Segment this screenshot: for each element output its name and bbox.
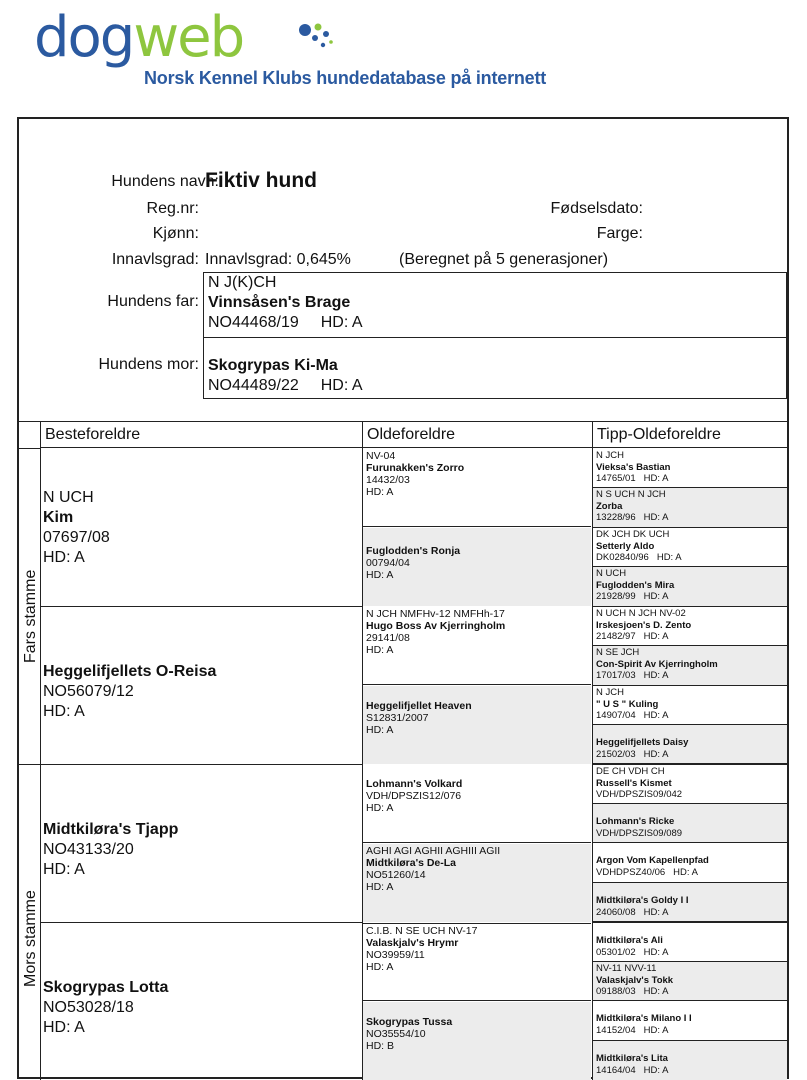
- father-name[interactable]: Vinnsåsen's Brage: [208, 294, 351, 311]
- mother-reg: NO44489/22 HD: A: [208, 377, 363, 394]
- great-grandparent-1[interactable]: NV-04 Furunakken's Zorro 14432/03 HD: A: [363, 449, 591, 527]
- logo-dog-text: dog: [34, 5, 134, 70]
- great-great-grandparent-4[interactable]: N UCH Fuglodden's Mira 21928/99 HD: A: [593, 567, 787, 607]
- great-great-grandparent-6[interactable]: N SE JCH Con-Spirit Av Kjerringholm 17017/03 HD: A: [593, 646, 787, 686]
- great-great-grandparent-10[interactable]: Lohmann's Ricke VDH/DPSZIS09/089: [593, 804, 787, 843]
- mors-stamme-label: Mors stamme: [22, 890, 39, 987]
- logo-subtitle: Norsk Kennel Klubs hundedatabase på internett: [144, 68, 547, 88]
- dogweb-logo[interactable]: [34, 6, 594, 86]
- grandparent-2[interactable]: Heggelifjellets O-Reisa NO56079/12 HD: A: [43, 663, 217, 720]
- sex-label: Kjønn:: [152, 225, 199, 242]
- birthdate-label: Fødselsdato:: [550, 200, 643, 217]
- great-great-grandparent-8[interactable]: Heggelifjellets Daisy 21502/03 HD: A: [593, 725, 787, 764]
- great-great-grandparent-12[interactable]: Midtkiløra's Goldy I I 24060/08 HD: A: [593, 883, 787, 922]
- great-great-grandparent-16[interactable]: Midtkiløra's Lita 14164/04 HD: A: [593, 1041, 787, 1080]
- great-great-grandparent-14[interactable]: NV-11 NVV-11 Valaskjalv's Tokk 09188/03 HD: A: [593, 962, 787, 1001]
- dog-name: Fiktiv hund: [205, 169, 317, 192]
- dog-name-label: Hundens navn:: [111, 173, 219, 190]
- great-grandparent-2[interactable]: Fuglodden's Ronja 00794/04 HD: A: [363, 528, 591, 606]
- gp-divider-1: [41, 606, 363, 607]
- father-reg: NO44468/19 HD: A: [208, 314, 363, 331]
- great-great-grandparent-5[interactable]: N UCH N JCH NV-02 Irskesjoen's D. Zento 21482/97 HD: A: [593, 607, 787, 646]
- col-header-great-grandparents: Oldeforeldre: [363, 422, 593, 448]
- great-great-grandparent-3[interactable]: DK JCH DK UCH Setterly Aldo DK02840/96 HD: A: [593, 528, 787, 567]
- pedigree-frame: [17, 117, 789, 1079]
- great-great-grandparent-15[interactable]: Midtkiløra's Milano I I 14152/04 HD: A: [593, 1001, 787, 1041]
- inbreeding-label: Innavlsgrad:: [111, 251, 199, 268]
- mother-box[interactable]: [203, 337, 787, 399]
- color-label: Farge:: [596, 225, 643, 242]
- logo-dots-icon: [296, 20, 336, 56]
- col-header-great-great-grandparents: Tipp-Oldeforeldre: [593, 422, 787, 448]
- grandparent-4[interactable]: Skogrypas Lotta NO53028/18 HD: A: [43, 979, 169, 1036]
- great-great-grandparent-9[interactable]: DE CH VDH CH Russell's Kismet VDH/DPSZIS09/042: [593, 764, 787, 804]
- col-header-grandparents: Besteforeldre: [41, 422, 363, 448]
- great-grandparent-3[interactable]: N JCH NMFHv-12 NMFHh-17 Hugo Boss Av Kjerringholm 29141/08 HD: A: [363, 607, 591, 685]
- great-great-grandparent-13[interactable]: Midtkiløra's Ali 05301/02 HD: A: [593, 922, 787, 962]
- great-great-grandparent-11[interactable]: Argon Vom Kapellenpfad VDHDPSZ40/06 HD: A: [593, 843, 787, 883]
- great-grandparent-5[interactable]: Lohmann's Volkard VDH/DPSZIS12/076 HD: A: [363, 765, 591, 843]
- father-box[interactable]: [203, 272, 787, 338]
- great-grandparent-7[interactable]: C.I.B. N SE UCH NV-17 Valaskjalv's Hrymr NO39959/11 HD: A: [363, 923, 591, 1001]
- great-grandparent-8[interactable]: Skogrypas Tussa NO35554/10 HD: B: [363, 1002, 591, 1080]
- father-label: Hundens far:: [107, 293, 199, 310]
- great-great-grandparent-1[interactable]: N JCH Vieksa's Bastian 14765/01 HD: A: [593, 449, 787, 488]
- grandparent-1[interactable]: N UCH Kim 07697/08 HD: A: [43, 489, 110, 566]
- inbreeding-note: (Beregnet på 5 generasjoner): [399, 251, 609, 268]
- grandparent-3[interactable]: Midtkiløra's Tjapp NO43133/20 HD: A: [43, 821, 179, 878]
- header-bottom-line: [19, 448, 41, 449]
- father-titles: N J(K)CH: [208, 274, 277, 291]
- mother-name[interactable]: Skogrypas Ki-Ma: [208, 357, 338, 374]
- regnr-label: Reg.nr:: [146, 200, 199, 217]
- inbreeding-value: Innavlsgrad: 0,645%: [205, 251, 351, 268]
- side-divider: [19, 764, 41, 765]
- fars-stamme-label: Fars stamme: [22, 569, 39, 663]
- great-grandparent-4[interactable]: Heggelifjellet Heaven S12831/2007 HD: A: [363, 686, 591, 764]
- great-grandparent-6[interactable]: AGHI AGI AGHII AGHIII AGII Midtkiløra's De-La NO51260/14 HD: A: [363, 844, 591, 922]
- gp-divider-3: [41, 922, 363, 923]
- great-great-grandparent-2[interactable]: N S UCH N JCH Zorba 13228/96 HD: A: [593, 488, 787, 528]
- pedigree-table: [19, 421, 787, 1079]
- logo-wordmark: [34, 6, 243, 70]
- great-great-grandparent-7[interactable]: N JCH " U S " Kuling 14907/04 HD: A: [593, 686, 787, 725]
- mother-label: Hundens mor:: [98, 356, 199, 373]
- gp-divider-2: [41, 764, 363, 765]
- logo-web-text: web: [133, 5, 244, 70]
- mother-titles: [208, 338, 786, 356]
